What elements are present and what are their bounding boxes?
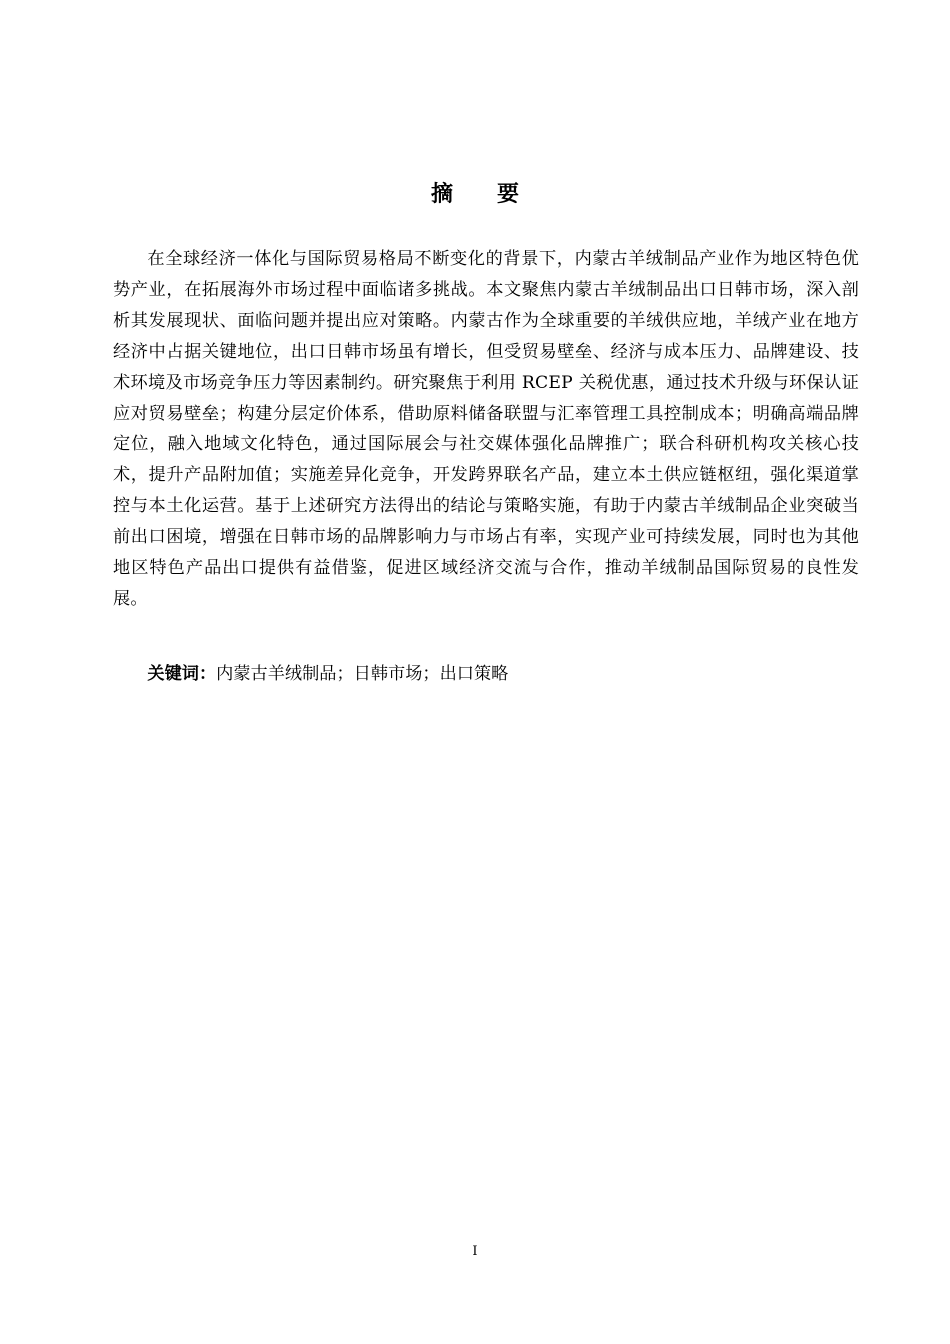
page-number: I bbox=[472, 1244, 478, 1259]
keywords-label: 关键词： bbox=[147, 664, 217, 684]
keywords-line bbox=[113, 659, 859, 690]
title-char-2: 要 bbox=[497, 182, 520, 207]
keywords-text: 内蒙古羊绒制品；日韩市场；出口策略 bbox=[216, 664, 509, 684]
title-char-1: 摘 bbox=[430, 182, 453, 207]
abstract-paragraph: 在全球经济一体化与国际贸易格局不断变化的背景下，内蒙古羊绒制品产业作为地区特色优势产业，在拓展海外市场过程中面临诸多挑战。本文聚焦内蒙古羊绒制品出口日韩市场，深入剖析其发展现状、面临问题并提出应对策略。内蒙古作为全球重要的羊绒供应地，羊绒产业在地方经济中占据关键地位，出口日韩市场虽有增长，但受贸易壁垒、经济与成本压力、品牌建设、技术环境及市场竞争压力等因素制约。研究聚焦于利用 RCEP 关税优惠，通过技术升级与环保认证应对贸易壁垒；构建分层定价体系，借助原料储备联盟与汇率管理工具控制成本；明确高端品牌定位，融入地域文化特色，通过国际展会与社交媒体强化品牌推广；联合科研机构攻关核心技术，提升产品附加值；实施差异化竞争，开发跨界联名产品，建立本土供应链枢纽，强化渠道掌控与本土化运营。基于上述研究方法得出的结论与策略实施，有助于内蒙古羊绒制品企业突破当前出口困境，增强在日韩市场的品牌影响力与市场占有率，实现产业可持续发展，同时也为其他地区特色产品出口提供有益借鉴，促进区域经济交流与合作，推动羊绒制品国际贸易的良性发展。 bbox=[113, 249, 859, 609]
abstract-title bbox=[0, 178, 950, 212]
